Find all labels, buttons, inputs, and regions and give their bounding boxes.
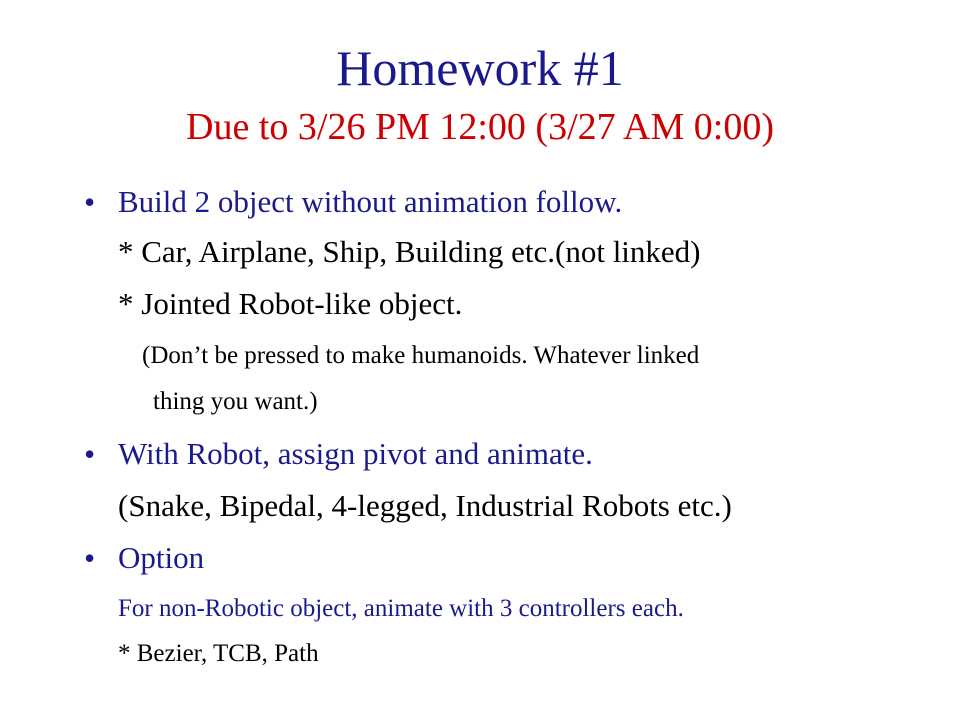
bullet-item-build-objects: Build 2 object without animation follow.	[118, 184, 623, 219]
sub-note-humanoids: (Don’t be pressed to make humanoids. Whatever linked	[142, 342, 700, 369]
slide-subtitle: Due to 3/26 PM 12:00 (3/27 AM 0:00)	[186, 106, 774, 148]
sub-note-thing-you-want: thing you want.)	[153, 388, 318, 415]
bullet-marker: •	[84, 436, 96, 472]
bullet-item-robot-pivot: With Robot, assign pivot and animate.	[118, 436, 593, 471]
sub-item-car-airplane: * Car, Airplane, Ship, Building etc.(not linked)	[118, 234, 701, 269]
sub-item-jointed-robot: * Jointed Robot-like object.	[118, 286, 463, 321]
bullet-marker: •	[84, 184, 96, 220]
sub-item-controllers: For non-Robotic object, animate with 3 controllers each.	[118, 595, 684, 622]
bullet-marker: •	[84, 540, 96, 576]
sub-item-controller-types: * Bezier, TCB, Path	[118, 640, 319, 667]
sub-item-robot-types: (Snake, Bipedal, 4-legged, Industrial Robots etc.)	[118, 488, 732, 523]
bullet-item-option: Option	[118, 540, 205, 575]
slide-title: Homework #1	[336, 40, 624, 96]
